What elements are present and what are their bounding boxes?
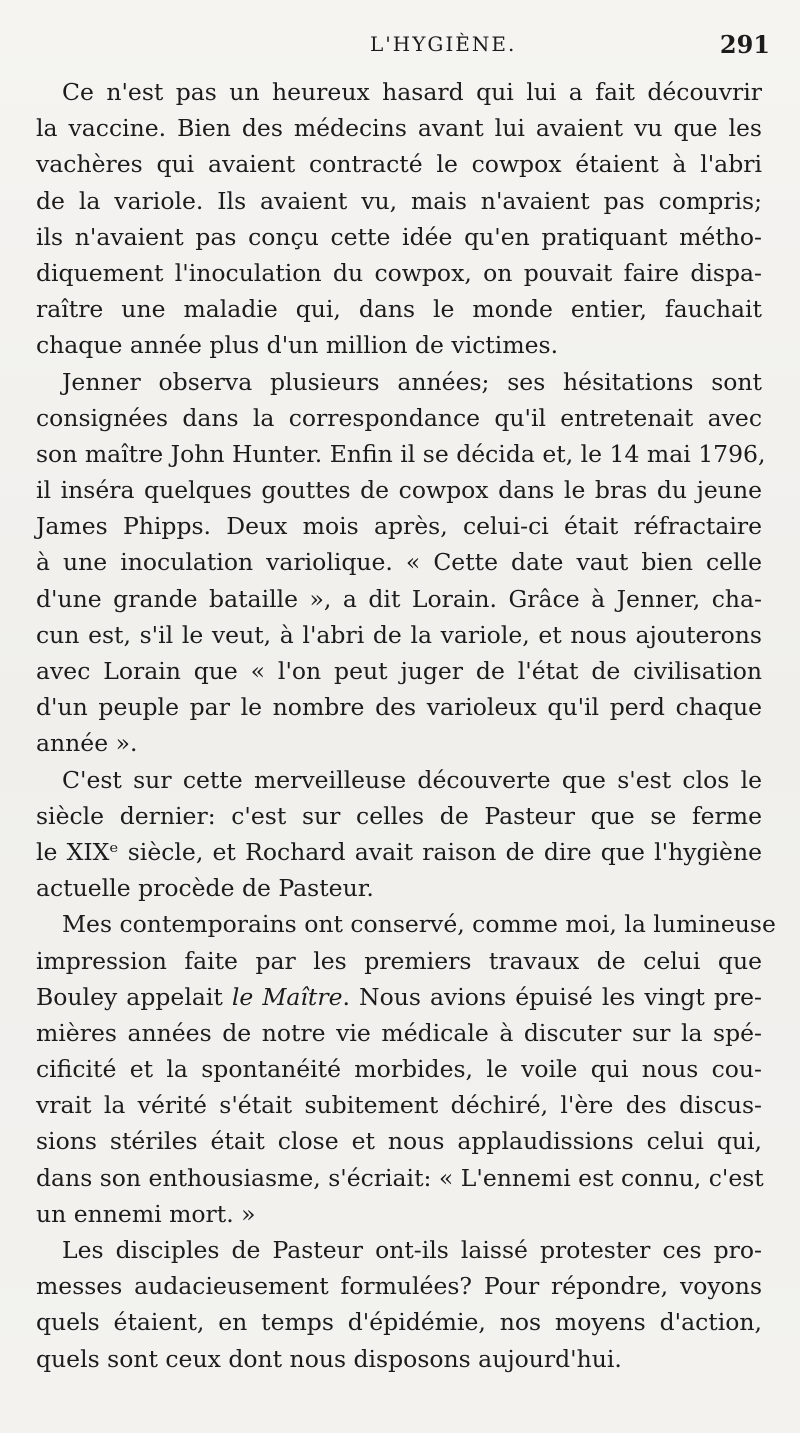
text-line: raître une maladie qui, dans le monde entier, fauchait — [36, 295, 762, 324]
page-header — [60, 30, 770, 62]
text-line: quels étaient, en temps d'épidémie, nos moyens d'action, — [36, 1308, 762, 1337]
text-line: sions stériles était close et nous applaudissions celui qui, — [36, 1127, 762, 1156]
text-segment: Bouley appelait — [36, 982, 232, 1011]
text-line: le XIXᵉ siècle, et Rochard avait raison de dire que l'hygiène — [36, 837, 762, 866]
text-line: à une inoculation variolique. « Cette date vaut bien celle — [36, 548, 762, 577]
text-line: chaque année plus d'un million de victimes. — [36, 331, 559, 360]
text-line: de la variole. Ils avaient vu, mais n'avaient pas compris; — [36, 186, 762, 215]
text-line: vrait la vérité s'était subitement déchiré, l'ère des discus- — [36, 1091, 762, 1120]
text-line: actuelle procède de Pasteur. — [36, 874, 374, 903]
text-line: année ». — [36, 729, 138, 758]
text-line: dans son enthousiasme, s'écriait: « L'ennemi est connu, c'est — [36, 1163, 764, 1192]
paragraph-3 — [36, 762, 762, 907]
text-line: quels sont ceux dont nous disposons aujourd'hui. — [36, 1344, 622, 1373]
paragraph-1 — [36, 74, 762, 364]
text-line: d'une grande bataille », a dit Lorain. Grâce à Jenner, cha- — [36, 584, 762, 613]
text-line: messes audacieusement formulées? Pour répondre, voyons — [36, 1272, 762, 1301]
text-line: Ce n'est pas un heureux hasard qui lui a fait découvrir — [62, 78, 762, 106]
text-line: vachères qui avaient contracté le cowpox étaient à l'abri — [36, 150, 762, 179]
paragraph-2 — [36, 364, 766, 762]
text-line: il inséra quelques gouttes de cowpox dans le bras du jeune — [36, 476, 762, 505]
text-line: un ennemi mort. » — [36, 1199, 256, 1228]
text-line: diquement l'inoculation du cowpox, on pouvait faire dispa- — [36, 258, 762, 287]
text-line: ils n'avaient pas conçu cette idée qu'en pratiquant métho- — [36, 222, 762, 251]
text-line: Les disciples de Pasteur ont-ils laissé protester ces pro- — [62, 1236, 762, 1264]
text-line-with-italic — [36, 979, 762, 1015]
body-text — [36, 74, 776, 1377]
paragraph-5 — [36, 1232, 762, 1377]
text-line: la vaccine. Bien des médecins avant lui avaient vu que les — [36, 114, 762, 143]
text-line: mières années de notre vie médicale à discuter sur la spé- — [36, 1018, 762, 1047]
text-line: consignées dans la correspondance qu'il entretenait avec — [36, 403, 762, 432]
text-line: d'un peuple par le nombre des varioleux qu'il perd chaque — [36, 693, 762, 722]
text-line: impression faite par les premiers travaux de celui que — [36, 946, 762, 975]
running-head: L'HYGIÈNE. — [370, 32, 517, 56]
text-line: James Phipps. Deux mois après, celui-ci était réfractaire — [36, 512, 762, 541]
text-line: Jenner observa plusieurs années; ses hésitations sont — [62, 367, 762, 396]
text-line: Mes contemporains ont conservé, comme moi, la lumineuse — [62, 910, 776, 939]
text-line: C'est sur cette merveilleuse découverte que s'est clos le — [62, 765, 762, 794]
paragraph-4 — [36, 906, 776, 1232]
text-line: cun est, s'il le veut, à l'abri de la variole, et nous ajouterons — [36, 620, 762, 649]
text-segment: . Nous avions épuisé les vingt pre- — [342, 982, 762, 1011]
page-number: 291 — [719, 30, 770, 59]
text-line: avec Lorain que « l'on peut juger de l'état de civilisation — [36, 657, 762, 685]
italic-title: le Maître — [231, 982, 343, 1011]
text-line: son maître John Hunter. Enfin il se décida et, le 14 mai 1796, — [36, 439, 766, 468]
text-line: siècle dernier: c'est sur celles de Pasteur que se ferme — [36, 801, 762, 830]
text-line: cificité et la spontanéité morbides, le voile qui nous cou- — [36, 1055, 762, 1084]
